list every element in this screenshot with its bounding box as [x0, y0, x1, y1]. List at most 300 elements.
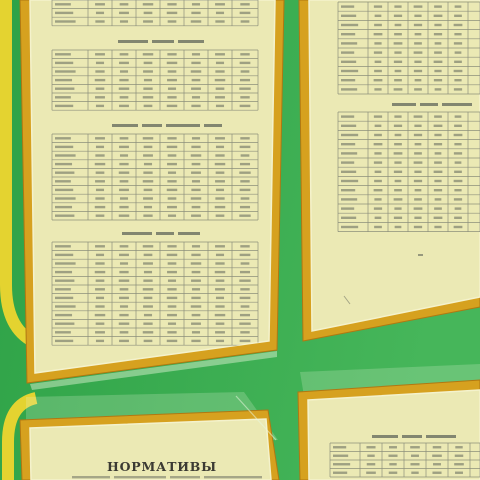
table-cell-ink: [216, 172, 225, 174]
table-cell-ink: [95, 53, 105, 55]
table-cell-ink: [192, 53, 200, 55]
table-cell-ink: [455, 455, 464, 457]
table-cell-ink: [432, 455, 442, 457]
table-cell-ink: [434, 5, 442, 7]
table-cell-ink: [394, 152, 403, 154]
table-cell-ink: [55, 70, 76, 72]
illegible-text-line: [72, 476, 110, 478]
table-cell-ink: [95, 271, 105, 273]
table-cell-ink: [216, 62, 224, 64]
table-cell-ink: [143, 172, 152, 174]
table-cell-ink: [95, 163, 105, 165]
table-cell-ink: [191, 172, 201, 174]
table-cell-ink: [341, 5, 354, 7]
table-cell-ink: [167, 314, 177, 316]
table-cell-ink: [333, 446, 346, 448]
table-cell-ink: [333, 472, 347, 474]
table-cell-ink: [239, 88, 250, 90]
table-cell-ink: [215, 206, 225, 208]
table-cell-ink: [367, 455, 374, 457]
table-cell-ink: [167, 297, 177, 299]
table-cell-ink: [119, 12, 129, 14]
table-cell-ink: [240, 3, 249, 5]
table-cell-ink: [394, 33, 402, 35]
table-cell-ink: [96, 105, 104, 107]
section-heading-ink: [426, 435, 456, 438]
table-cell-ink: [433, 446, 442, 448]
table-cell-ink: [240, 331, 249, 333]
table-cell-ink: [55, 146, 73, 148]
sheet-paper: [30, 0, 275, 373]
table-cell-ink: [143, 288, 153, 290]
table-cell-ink: [454, 79, 461, 81]
table-cell-ink: [55, 12, 73, 14]
table-cell-ink: [191, 197, 201, 199]
table-cell-ink: [414, 198, 422, 200]
table-cell-ink: [215, 262, 224, 264]
table-cell-ink: [191, 305, 201, 307]
table-cell-ink: [55, 96, 71, 98]
table-cell-ink: [119, 79, 128, 81]
table-cell-ink: [415, 189, 422, 191]
table-cell-ink: [374, 143, 383, 145]
table-cell-ink: [215, 53, 225, 55]
table-cell-ink: [191, 20, 201, 22]
table-cell-ink: [374, 207, 382, 209]
table-cell-ink: [414, 125, 421, 127]
table-cell-ink: [454, 33, 461, 35]
sheet-paper: [309, 0, 480, 331]
table-cell-ink: [333, 463, 350, 465]
section-heading-ink: [178, 40, 204, 43]
table-cell-ink: [191, 105, 200, 107]
table-cell-ink: [96, 62, 104, 64]
table-cell-ink: [366, 472, 376, 474]
table-cell-ink: [168, 305, 177, 307]
table-cell-ink: [95, 137, 105, 139]
table-cell-ink: [191, 70, 201, 72]
table-cell-ink: [96, 189, 104, 191]
table-cell-ink: [434, 171, 443, 173]
table-cell-ink: [192, 79, 201, 81]
table-cell-ink: [216, 12, 224, 14]
table-cell-ink: [192, 3, 200, 5]
table-cell-ink: [216, 146, 224, 148]
table-cell-ink: [119, 215, 129, 217]
table-cell-ink: [341, 226, 358, 228]
table-cell-ink: [167, 62, 177, 64]
table-cell-ink: [191, 262, 201, 264]
table-cell-ink: [55, 88, 74, 90]
table-cell-ink: [96, 215, 105, 217]
table-cell-ink: [143, 323, 152, 325]
table-cell-ink: [454, 15, 462, 17]
table-cell-ink: [414, 88, 422, 90]
table-cell-ink: [55, 262, 76, 264]
table-cell-ink: [143, 70, 153, 72]
table-cell-ink: [192, 271, 201, 273]
table-cell-ink: [167, 79, 177, 81]
table-cell-ink: [434, 189, 442, 191]
table-cell-ink: [95, 245, 105, 247]
table-cell-ink: [143, 245, 153, 247]
table-cell-ink: [143, 262, 153, 264]
table-cell-ink: [389, 463, 396, 465]
table-cell-ink: [119, 254, 129, 256]
table-cell-ink: [394, 51, 401, 53]
table-cell-ink: [191, 323, 201, 325]
table-cell-ink: [55, 172, 74, 174]
table-cell-ink: [240, 53, 249, 55]
section-heading-ink: [122, 232, 152, 235]
table-cell-ink: [168, 323, 176, 325]
table-cell-ink: [144, 271, 152, 273]
table-cell-ink: [395, 180, 402, 182]
table-cell-ink: [394, 61, 402, 63]
table-cell-ink: [374, 42, 381, 44]
table-cell-ink: [341, 33, 355, 35]
table-cell-ink: [434, 226, 441, 228]
table-cell-ink: [55, 154, 76, 156]
table-cell-ink: [144, 105, 153, 107]
table-cell-ink: [167, 146, 177, 148]
table-cell-ink: [433, 463, 441, 465]
table-cell-ink: [374, 152, 381, 154]
table-cell-ink: [144, 297, 153, 299]
table-cell-ink: [216, 88, 225, 90]
table-cell-ink: [414, 24, 422, 26]
table-cell-ink: [394, 198, 403, 200]
table-cell-ink: [395, 134, 402, 136]
table-cell-ink: [414, 226, 422, 228]
table-cell-ink: [167, 180, 176, 182]
table-cell-ink: [95, 288, 105, 290]
table-cell-ink: [215, 137, 225, 139]
table-cell-ink: [240, 105, 251, 107]
table-cell-ink: [168, 154, 177, 156]
table-cell-ink: [374, 33, 383, 35]
table-cell-ink: [55, 340, 73, 342]
table-cell-ink: [414, 5, 423, 7]
table-cell-ink: [215, 288, 225, 290]
table-cell-ink: [215, 305, 224, 307]
table-cell-ink: [55, 62, 73, 64]
table-cell-ink: [341, 115, 354, 117]
table-cell-ink: [394, 171, 402, 173]
section-heading-ink: [152, 40, 174, 43]
table-cell-ink: [144, 189, 153, 191]
table-cell-ink: [240, 314, 250, 316]
table-cell-ink: [454, 61, 462, 63]
table-cell-ink: [55, 305, 76, 307]
table-cell-ink: [191, 154, 201, 156]
table-cell-ink: [454, 463, 464, 465]
table-cell-ink: [388, 455, 397, 457]
table-cell-ink: [120, 180, 129, 182]
section-heading-ink: [118, 40, 148, 43]
table-cell-ink: [167, 331, 176, 333]
table-cell-ink: [191, 88, 201, 90]
table-cell-ink: [375, 171, 382, 173]
table-cell-ink: [341, 217, 356, 219]
table-cell-ink: [414, 134, 422, 136]
pencil-mark: [418, 254, 423, 256]
table-cell-ink: [95, 70, 104, 72]
table-cell-ink: [410, 463, 419, 465]
table-cell-ink: [434, 61, 443, 63]
table-cell-ink: [216, 105, 224, 107]
table-cell-ink: [414, 115, 423, 117]
sheet-bottom-right: [298, 364, 480, 480]
table-cell-ink: [143, 137, 153, 139]
table-cell-ink: [374, 180, 382, 182]
table-cell-ink: [341, 79, 355, 81]
table-cell-ink: [55, 254, 73, 256]
illegible-text-line: [170, 476, 200, 478]
table-cell-ink: [410, 446, 420, 448]
table-cell-ink: [167, 137, 176, 139]
table-cell-ink: [143, 20, 153, 22]
section-heading-ink: [442, 103, 472, 106]
section-heading-ink: [156, 232, 174, 235]
table-cell-ink: [144, 254, 153, 256]
table-cell-ink: [55, 163, 72, 165]
table-cell-ink: [95, 20, 104, 22]
table-cell-ink: [143, 154, 153, 156]
table-cell-ink: [366, 446, 375, 448]
table-cell-ink: [167, 206, 177, 208]
table-cell-ink: [375, 61, 382, 63]
illegible-text-line: [114, 476, 166, 478]
table-cell-ink: [434, 51, 442, 53]
table-cell-ink: [454, 134, 463, 136]
table-cell-ink: [395, 226, 402, 228]
table-cell-ink: [119, 172, 129, 174]
table-cell-ink: [394, 115, 401, 117]
table-cell-ink: [434, 125, 443, 127]
table-cell-ink: [191, 340, 200, 342]
table-cell-ink: [119, 323, 129, 325]
table-cell-ink: [454, 198, 462, 200]
sheet-title: НОРМАТИВЫ: [106, 459, 218, 474]
table-cell-ink: [55, 314, 72, 316]
table-cell-ink: [168, 262, 177, 264]
table-cell-ink: [414, 70, 422, 72]
table-cell-ink: [240, 180, 249, 182]
table-cell-ink: [167, 12, 177, 14]
table-cell-ink: [119, 340, 129, 342]
table-cell-ink: [240, 206, 250, 208]
table-cell-ink: [191, 62, 200, 64]
table-cell-ink: [240, 12, 251, 14]
table-cell-ink: [55, 79, 72, 81]
table-cell-ink: [144, 163, 152, 165]
table-cell-ink: [120, 53, 129, 55]
table-cell-ink: [167, 53, 176, 55]
table-cell-ink: [374, 198, 381, 200]
table-cell-ink: [143, 180, 153, 182]
table-cell-ink: [434, 161, 442, 163]
table-cell-ink: [119, 297, 129, 299]
table-cell-ink: [216, 280, 225, 282]
table-cell-ink: [241, 154, 250, 156]
table-cell-ink: [434, 115, 442, 117]
table-cell-ink: [434, 15, 443, 17]
table-cell-ink: [240, 297, 251, 299]
table-cell-ink: [240, 146, 251, 148]
table-cell-ink: [120, 197, 128, 199]
table-cell-ink: [192, 314, 201, 316]
table-cell-ink: [374, 189, 383, 191]
table-cell-ink: [454, 24, 463, 26]
table-cell-ink: [95, 197, 104, 199]
table-cell-ink: [414, 180, 422, 182]
table-cell-ink: [375, 125, 382, 127]
table-cell-ink: [374, 88, 381, 90]
table-cell-ink: [215, 314, 225, 316]
table-cell-ink: [240, 62, 251, 64]
table-cell-ink: [55, 245, 71, 247]
table-cell-ink: [120, 154, 128, 156]
table-cell-ink: [143, 215, 152, 217]
table-cell-ink: [394, 88, 403, 90]
table-cell-ink: [143, 305, 153, 307]
table-cell-ink: [55, 215, 74, 217]
table-cell-ink: [95, 96, 105, 98]
table-cell-ink: [216, 215, 225, 217]
section-heading-ink: [372, 435, 398, 438]
table-cell-ink: [394, 125, 402, 127]
table-cell-ink: [374, 115, 382, 117]
table-cell-ink: [333, 455, 348, 457]
table-cell-ink: [241, 70, 250, 72]
table-cell-ink: [341, 134, 358, 136]
table-cell-ink: [455, 115, 462, 117]
table-cell-ink: [119, 146, 129, 148]
table-cell-ink: [215, 20, 224, 22]
table-cell-ink: [374, 70, 382, 72]
table-cell-ink: [96, 323, 105, 325]
table-cell-ink: [414, 161, 423, 163]
table-cell-ink: [455, 472, 463, 474]
table-cell-ink: [374, 226, 382, 228]
table-cell-ink: [341, 180, 358, 182]
table-cell-ink: [374, 134, 382, 136]
table-cell-ink: [191, 215, 201, 217]
table-cell-ink: [394, 161, 401, 163]
table-cell-ink: [192, 288, 200, 290]
table-cell-ink: [167, 105, 177, 107]
table-cell-ink: [119, 280, 129, 282]
table-cell-ink: [168, 88, 176, 90]
table-cell-ink: [435, 42, 442, 44]
table-cell-ink: [434, 207, 442, 209]
table-cell-ink: [96, 12, 104, 14]
table-cell-ink: [144, 12, 153, 14]
table-cell-ink: [55, 206, 72, 208]
table-cell-ink: [432, 472, 441, 474]
table-cell-ink: [375, 217, 382, 219]
table-cell-ink: [119, 105, 129, 107]
table-cell-ink: [167, 3, 176, 5]
table-cell-ink: [241, 20, 250, 22]
table-cell-ink: [395, 24, 402, 26]
table-cell-ink: [143, 331, 153, 333]
table-cell-ink: [394, 143, 402, 145]
table-cell-ink: [215, 163, 225, 165]
table-cell-ink: [341, 88, 357, 90]
table-cell-ink: [143, 96, 153, 98]
table-cell-ink: [454, 143, 461, 145]
section-heading-ink: [166, 124, 200, 127]
table-cell-ink: [341, 61, 356, 63]
table-cell-ink: [96, 280, 105, 282]
table-cell-ink: [55, 323, 74, 325]
table-cell-ink: [144, 206, 152, 208]
table-cell-ink: [414, 207, 423, 209]
table-cell-ink: [240, 137, 249, 139]
table-cell-ink: [168, 280, 176, 282]
table-cell-ink: [454, 125, 462, 127]
table-cell-ink: [411, 472, 418, 474]
table-cell-ink: [215, 79, 225, 81]
table-cell-ink: [454, 152, 462, 154]
table-cell-ink: [192, 206, 201, 208]
section-heading-ink: [392, 103, 416, 106]
table-cell-ink: [414, 42, 422, 44]
table-cell-ink: [192, 96, 200, 98]
table-cell-ink: [95, 3, 105, 5]
table-cell-ink: [216, 340, 224, 342]
table-cell-ink: [415, 143, 422, 145]
table-cell-ink: [191, 280, 201, 282]
table-cell-ink: [341, 143, 355, 145]
table-cell-ink: [95, 154, 104, 156]
section-heading-ink: [402, 435, 422, 438]
table-cell-ink: [239, 280, 250, 282]
table-cell-ink: [394, 207, 401, 209]
table-cell-ink: [192, 331, 200, 333]
table-cell-ink: [374, 161, 382, 163]
table-cell-ink: [95, 314, 105, 316]
table-cell-ink: [120, 20, 128, 22]
table-cell-ink: [241, 262, 250, 264]
table-cell-ink: [241, 305, 250, 307]
table-cell-ink: [168, 172, 176, 174]
table-cell-ink: [240, 271, 250, 273]
table-cell-ink: [216, 254, 224, 256]
table-cell-ink: [341, 171, 356, 173]
section-heading-ink: [112, 124, 138, 127]
table-cell-ink: [455, 207, 462, 209]
table-cell-ink: [454, 189, 461, 191]
table-cell-ink: [389, 446, 397, 448]
table-cell-ink: [215, 96, 225, 98]
table-cell-ink: [455, 5, 462, 7]
table-cell-ink: [341, 152, 357, 154]
table-cell-ink: [394, 79, 402, 81]
table-cell-ink: [367, 463, 376, 465]
table-cell-ink: [375, 15, 382, 17]
table-cell-ink: [240, 189, 251, 191]
table-cell-ink: [95, 206, 105, 208]
table-cell-ink: [95, 305, 104, 307]
table-cell-ink: [119, 88, 129, 90]
table-cell-ink: [240, 245, 249, 247]
sheet-top-right: [299, 0, 480, 341]
table-cell-ink: [144, 340, 153, 342]
table-cell-ink: [414, 15, 421, 17]
